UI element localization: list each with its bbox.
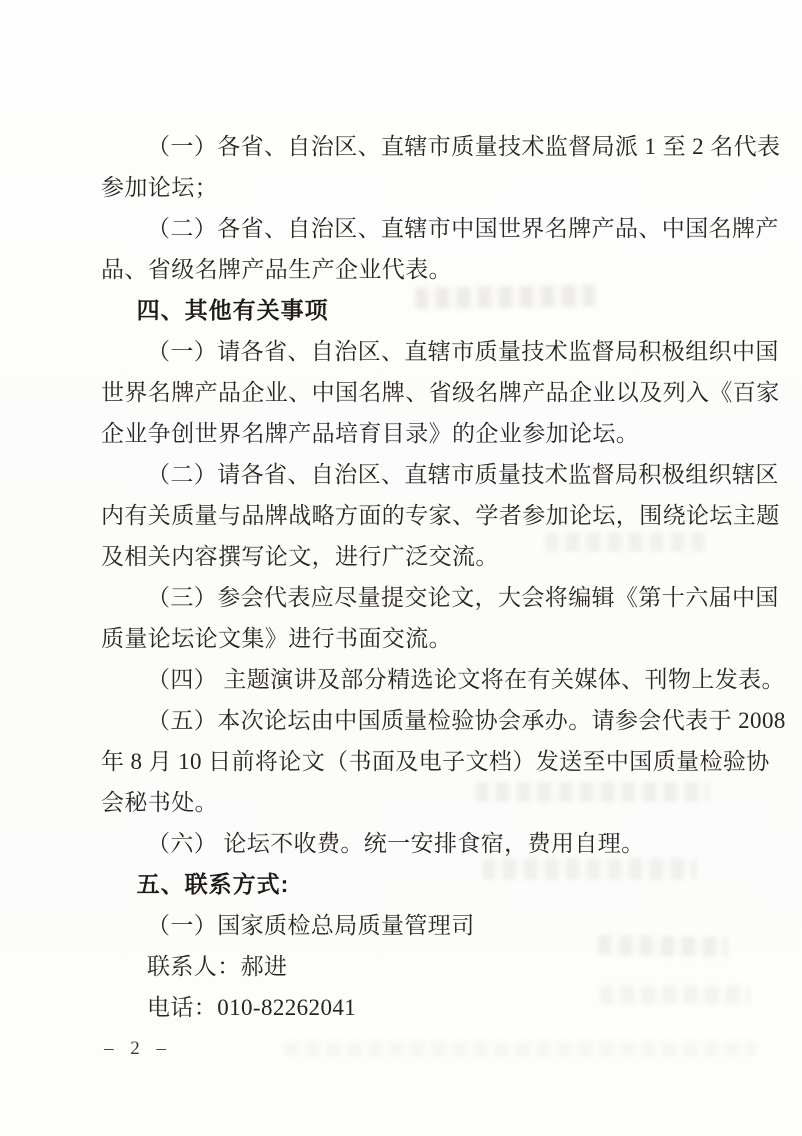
paragraph-line: （六） 论坛不收费。统一安排食宿，费用自理。 [147, 831, 645, 856]
page-number: – 2 – [104, 1038, 172, 1059]
paragraph-line: 品、省级名牌产品生产企业代表。 [101, 257, 452, 282]
contact-phone-line: 电话：010-82262041 [147, 995, 357, 1020]
paragraph-line: （一）请各省、自治区、直辖市质量技术监督局积极组织中国 [147, 339, 779, 364]
paragraph-line: （二）各省、自治区、直辖市中国世界名牌产品、中国名牌产 [147, 216, 779, 241]
paragraph-line: （一）国家质检总局质量管理司 [147, 913, 475, 938]
paragraph-line: 参加论坛； [101, 175, 218, 200]
paragraph-line: 会秘书处。 [101, 790, 218, 815]
paragraph-line: 及相关内容撰写论文，进行广泛交流。 [101, 544, 499, 569]
paragraph-line: 世界名牌产品企业、中国名牌、省级名牌产品企业以及列入《百家 [101, 380, 780, 405]
paragraph-line: （五）本次论坛由中国质量检验协会承办。请参会代表于 2008 [147, 708, 786, 733]
paragraph-line: （四） 主题演讲及部分精选论文将在有关媒体、刊物上发表。 [147, 667, 785, 692]
ink-bleed-smudge [285, 1042, 755, 1056]
paragraph-line: 年 8 月 10 日前将论文（书面及电子文档）发送至中国质量检验协 [101, 749, 770, 774]
section-heading-other-matters: 四、其他有关事项 [136, 297, 329, 323]
paragraph-line: 企业争创世界名牌产品培育目录》的企业参加论坛。 [101, 421, 640, 446]
document-body [101, 126, 786, 1028]
paragraph-line: （三）参会代表应尽量提交论文，大会将编辑《第十六届中国 [147, 585, 779, 610]
paragraph-line: 内有关质量与品牌战略方面的专家、学者参加论坛，围绕论坛主题 [101, 503, 780, 528]
paragraph-line: 质量论坛论文集》进行书面交流。 [101, 626, 452, 651]
paragraph-line: （二）请各省、自治区、直辖市质量技术监督局积极组织辖区 [147, 462, 779, 487]
paragraph-line: （一）各省、自治区、直辖市质量技术监督局派 1 至 2 名代表 [147, 134, 781, 159]
contact-person-line: 联系人：郝进 [147, 954, 288, 979]
section-heading-contact-info: 五、联系方式: [136, 871, 290, 897]
